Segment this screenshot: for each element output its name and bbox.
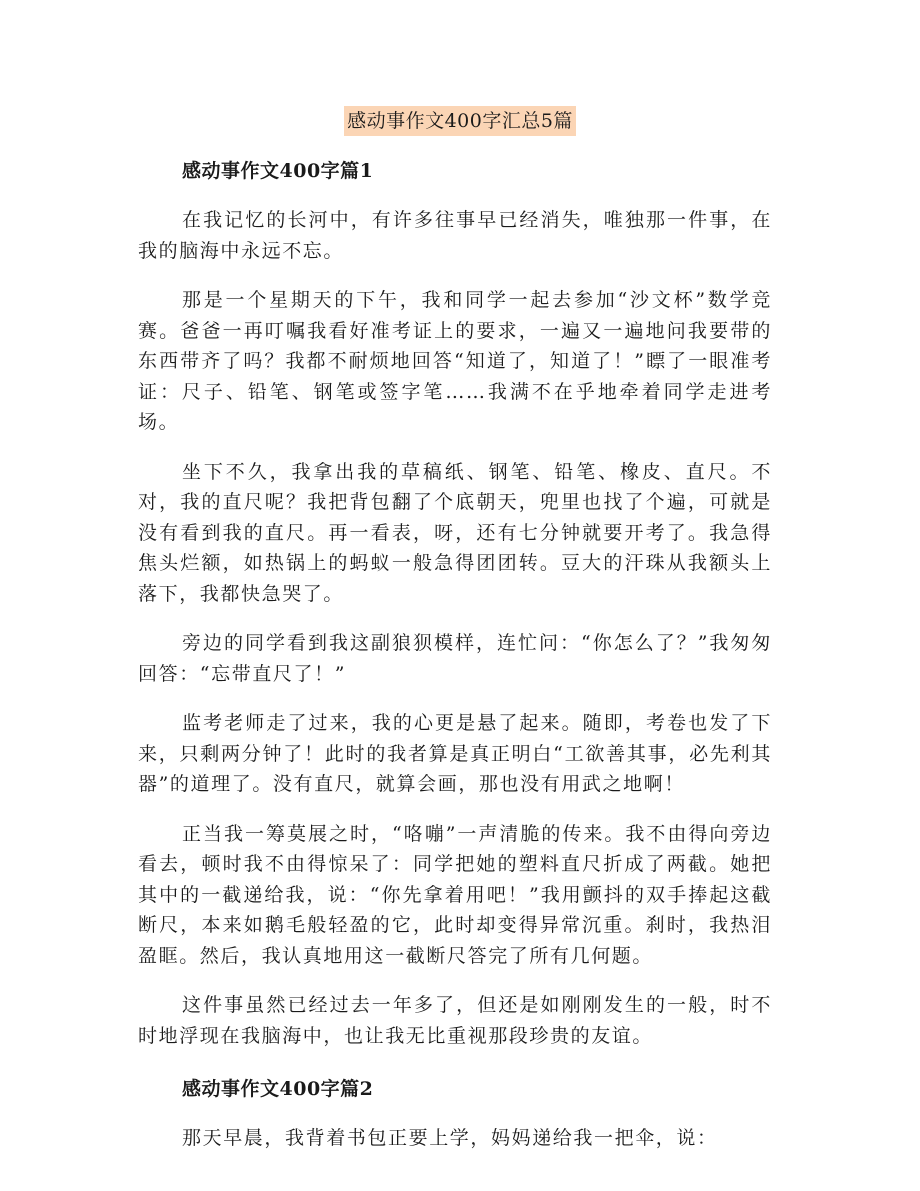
document-body [138, 155, 772, 1173]
paragraph: 在我记忆的长河中，有许多往事早已经消失，唯独那一件事，在我的脑海中永远不忘。 [138, 209, 772, 262]
section-1 [138, 155, 772, 1051]
paragraph: 正当我一筹莫展之时，“咯嘣”一声清脆的传来。我不由得向旁边看去，顿时我不由得惊呆了：同学把她的塑料直尺折成了两截。她把其中的一截递给我，说：“你先拿着用吧！”我用颤抖的双手捧起这截断尺，本来如鹅毛般轻盈的它，此时却变得异常沉重。刹时，我热泪盈眶。然后，我认真地用这一截断尺答完了所有几何题。 [138, 822, 772, 967]
title-block [0, 106, 920, 136]
paragraph: 那天早晨，我背着书包正要上学，妈妈递给我一把伞，说： [182, 1127, 718, 1149]
document-title: 感动事作文400字汇总5篇 [344, 106, 576, 136]
paragraph: 旁边的同学看到我这副狼狈模样，连忙问：“你怎么了？”我匆匆回答：“忘带直尺了！” [138, 632, 772, 685]
paragraph: 这件事虽然已经过去一年多了，但还是如刚刚发生的一般，时不时地浮现在我脑海中，也让我无比重视那段珍贵的友谊。 [138, 994, 772, 1047]
section-heading: 感动事作文400字篇2 [182, 1078, 374, 1100]
paragraph: 那是一个星期天的下午，我和同学一起去参加“沙文杯”数学竞赛。爸爸一再叮嘱我看好准考证上的要求，一遍又一遍地问我要带的东西带齐了吗？我都不耐烦地回答“知道了，知道了！”瞟了一眼准考证：尺子、铅笔、钢笔或签字笔……我满不在乎地牵着同学走进考场。 [138, 289, 772, 433]
paragraph: 监考老师走了过来，我的心更是悬了起来。随即，考卷也发了下来，只剩两分钟了！此时的我者算是真正明白“工欲善其事，必先利其器”的道理了。没有直尺，就算会画，那也没有用武之地啊！ [138, 712, 772, 795]
section-2 [138, 1073, 772, 1154]
paragraph: 坐下不久，我拿出我的草稿纸、钢笔、铅笔、橡皮、直尺。不对，我的直尺呢？我把背包翻了个底朝天，兜里也找了个遍，可就是没有看到我的直尺。再一看表，呀，还有七分钟就要开考了。我急得焦头烂额，如热锅上的蚂蚁一般急得团团转。豆大的汗珠从我额头上落下，我都快急哭了。 [138, 460, 772, 605]
section-heading: 感动事作文400字篇1 [182, 160, 374, 182]
